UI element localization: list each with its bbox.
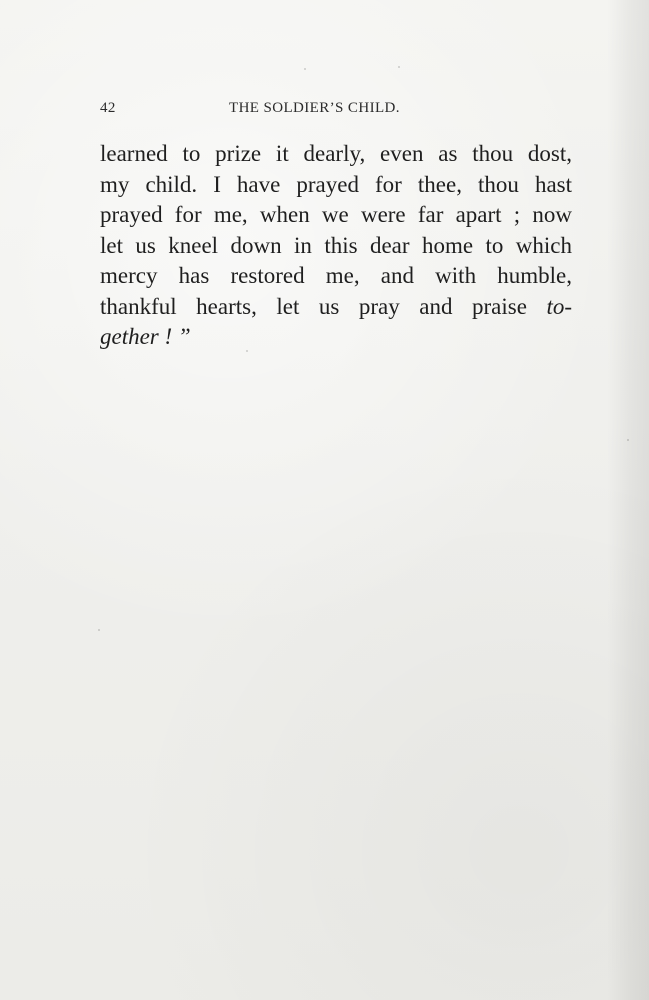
text-line-2: my child. I have prayed for thee, thou hast [100,171,572,197]
paper-speck [98,629,100,631]
body-text [100,139,572,353]
text-line-6-roman: thankful hearts, let us pray and praise [100,293,527,319]
text-line-7: gether ! ” [100,324,191,349]
text-line-1: learned to prize it dearly, even as thou dost, [100,141,572,166]
text-line-6 [100,292,572,323]
text-line-5: mercy has restored me, and with humble, [100,263,572,288]
paper-speck [627,439,629,441]
text-line-6-italic: to- [546,293,573,319]
running-head: THE SOLDIER’S CHILD. [229,100,400,116]
paper-speck [246,350,248,352]
text-line-4: let us kneel down in this dear home to which [100,232,572,258]
page-number: 42 [100,100,116,116]
text-line-3: prayed for me, when we were far apart ; now [100,202,572,227]
page-edge-shadow [607,0,649,1000]
paper-speck [304,68,306,70]
paper-speck [398,66,400,68]
page-header [100,100,572,120]
